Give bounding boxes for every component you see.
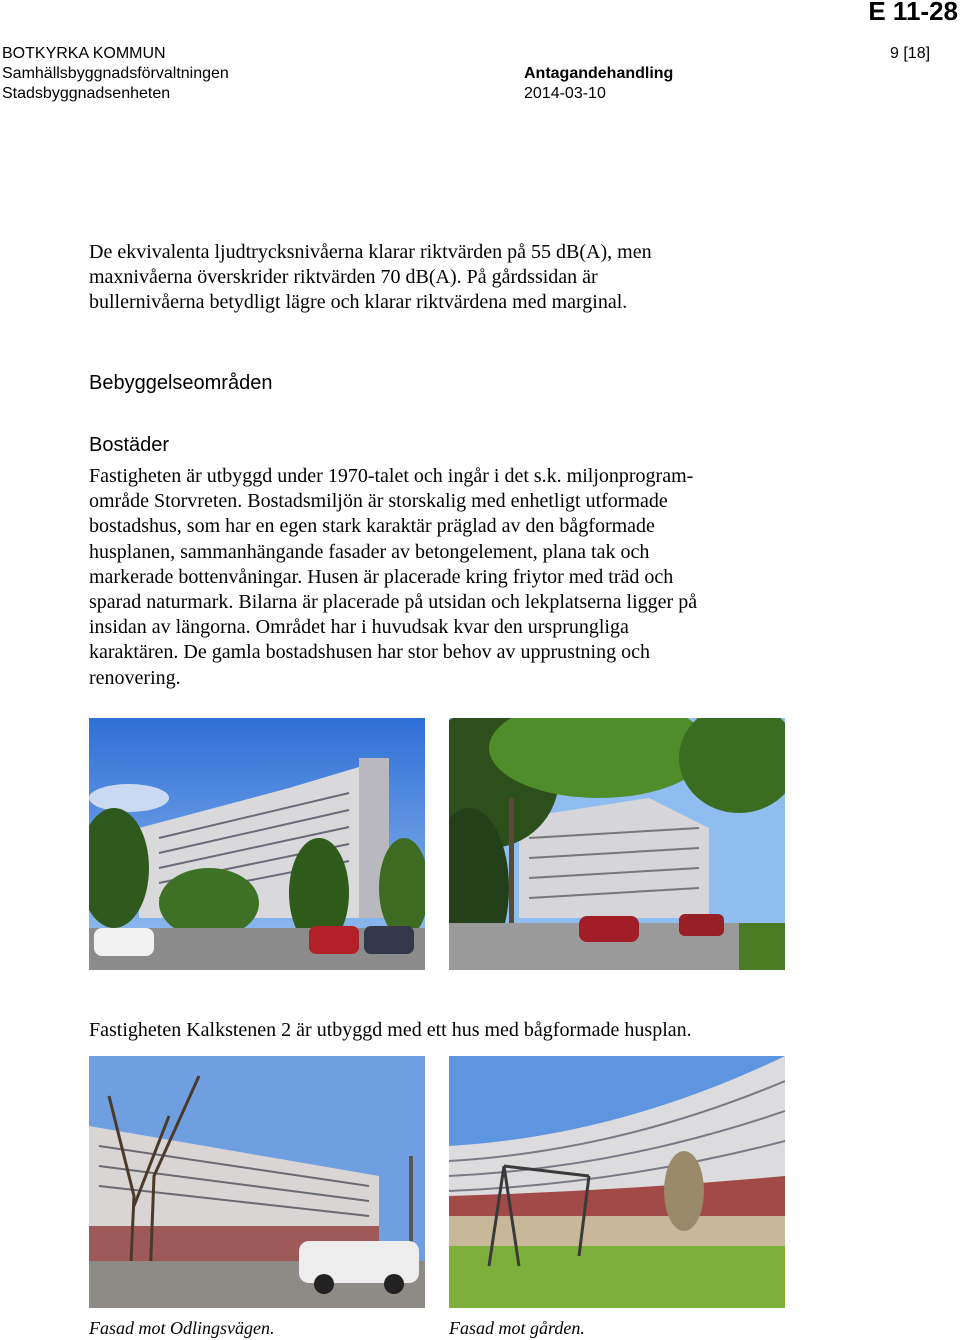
photo-courtyard-playground <box>449 1056 785 1308</box>
text-line: maxnivåerna överskrider riktvärden 70 dB(A). På gårdssidan är <box>89 266 598 289</box>
text-line: bullernivåerna betydligt lägre och klarar riktvärdena med marginal. <box>89 291 628 314</box>
header-doc-type: Antagandehandling <box>524 65 674 82</box>
text-line: Fastigheten är utbyggd under 1970-talet och ingår i det s.k. miljonprogram- <box>89 465 694 487</box>
text-line: område Storvreten. Bostadsmiljön är storskalig med enhetligt utformade <box>89 490 668 513</box>
photo-apartment-block-parking <box>89 718 425 970</box>
text-line: De ekvivalenta ljudtrycksnivåerna klarar riktvärden på 55 dB(A), men <box>89 241 652 263</box>
photo-facade-street <box>89 1056 425 1308</box>
subsection-heading: Bostäder <box>89 434 170 456</box>
page-number: 9 [18] <box>890 45 931 62</box>
text-line: bostadshus, som har en egen stark karaktär präglad av den bågformade <box>89 515 655 538</box>
header-unit: Stadsbyggnadsenheten <box>2 85 171 102</box>
text-line: sparad naturmark. Bilarna är placerade på utsidan och lekplatserna ligger på <box>89 591 698 614</box>
paragraph-housing <box>89 464 809 691</box>
caption-left: Fasad mot Odlingsvägen. <box>89 1318 275 1338</box>
text-line: insidan av längorna. Området har i huvudsak kvar den ursprungliga <box>89 616 629 639</box>
caption-right: Fasad mot gården. <box>449 1318 585 1338</box>
paragraph-noise <box>89 240 809 316</box>
text-line: renovering. <box>89 666 181 689</box>
header-org: BOTKYRKA KOMMUN <box>2 45 166 62</box>
document-id: E 11-28 <box>868 0 958 26</box>
header-dept: Samhällsbyggnadsförvaltningen <box>2 65 229 82</box>
paragraph-kalkstenen: Fastigheten Kalkstenen 2 är utbyggd med ett hus med bågformade husplan. <box>89 1019 692 1041</box>
section-heading: Bebyggelseområden <box>89 372 273 394</box>
text-line: markerade bottenvåningar. Husen är placerade kring friytor med träd och <box>89 565 674 588</box>
text-line: karaktären. De gamla bostadshusen har stor behov av upprustning och <box>89 641 650 664</box>
header-date: 2014-03-10 <box>524 85 606 102</box>
photo-trees-buildings <box>449 718 785 970</box>
text-line: husplanen, sammanhängande fasader av betongelement, plana tak och <box>89 540 650 563</box>
